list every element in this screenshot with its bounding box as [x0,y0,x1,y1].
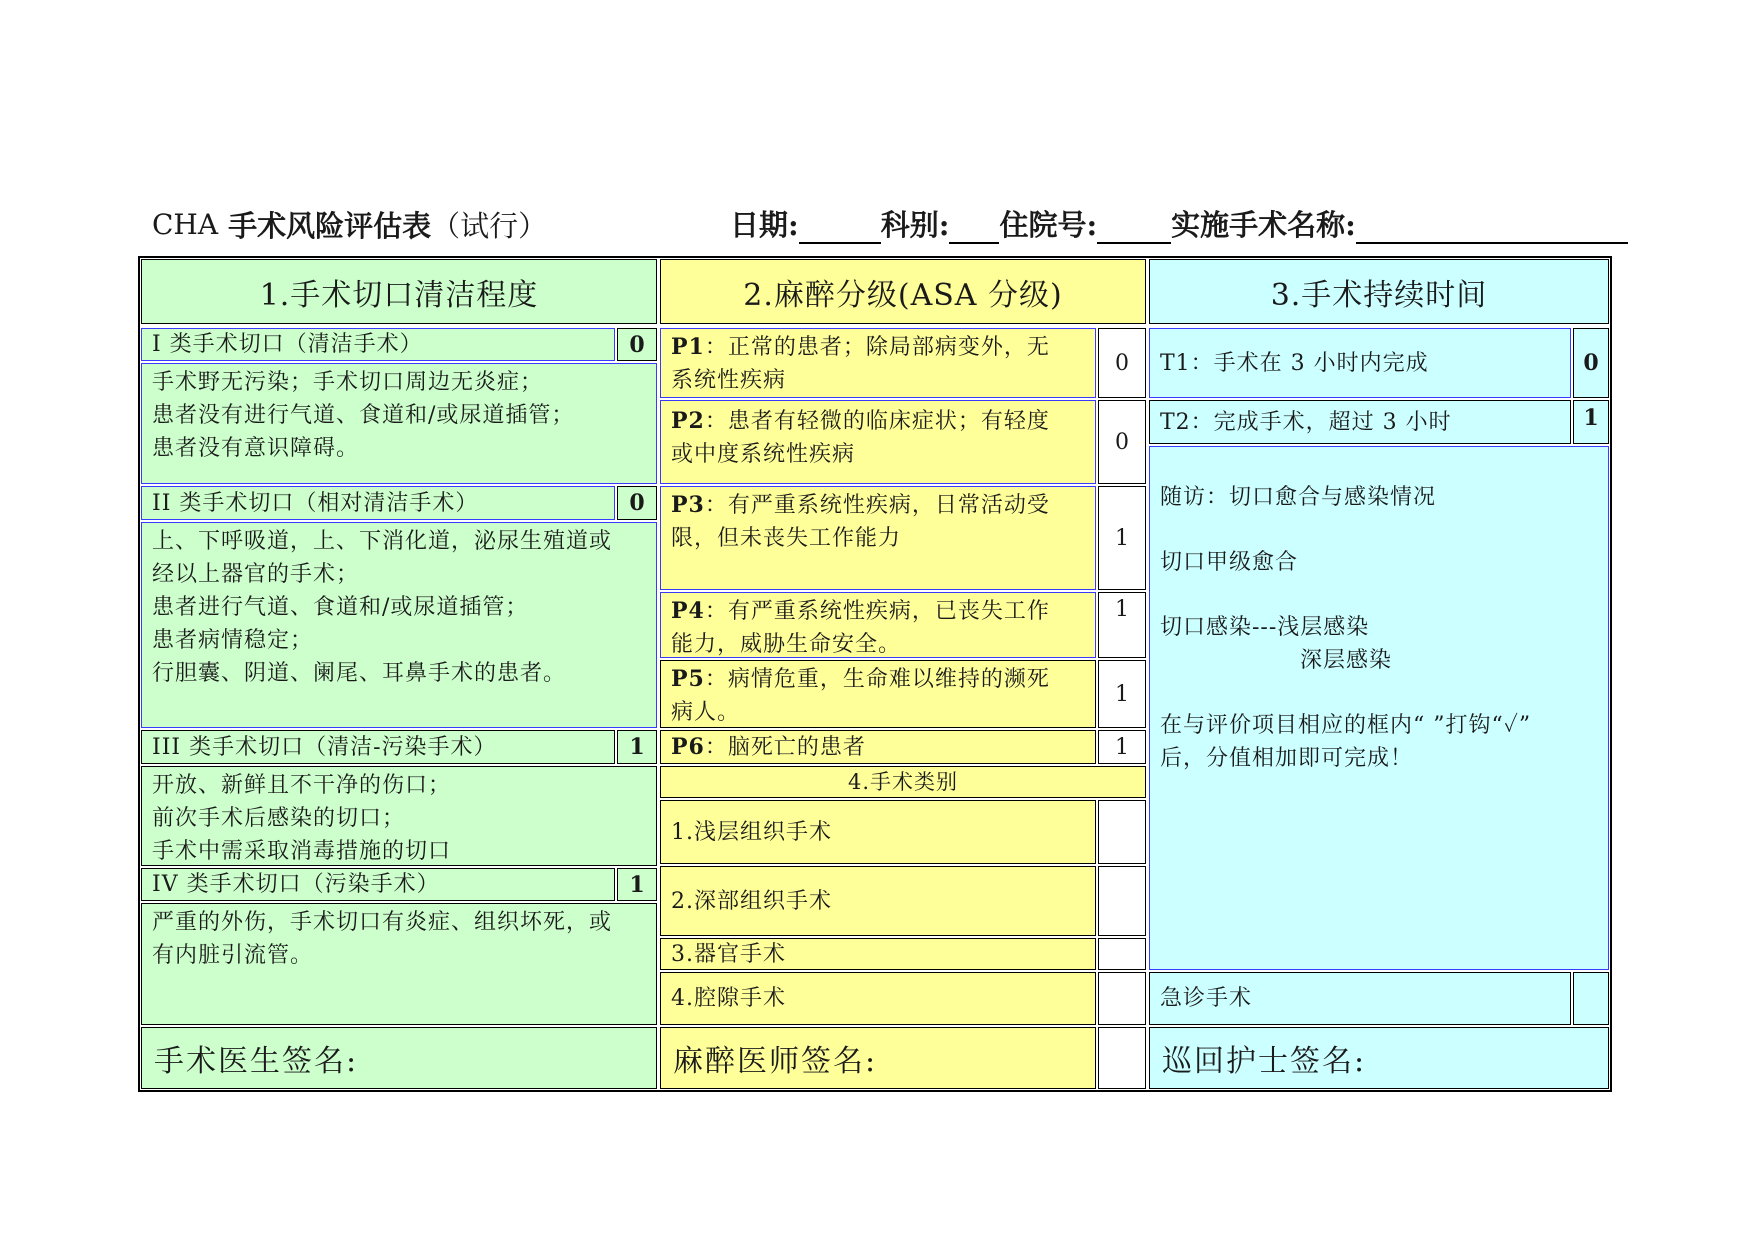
incision-i-title: I 类手术切口（清洁手术） [141,328,615,361]
asa-p2-code: P2 [671,408,705,434]
admission-no-field[interactable] [1097,214,1171,244]
incision-ii-title: II 类手术切口（相对清洁手术） [141,486,615,520]
duration-t1: T1：手术在 3 小时内完成 [1149,328,1571,398]
surgery-type-checkbox[interactable] [1098,938,1146,970]
asa-p5 [660,660,1096,728]
incision-iv-title: IV 类手术切口（污染手术） [141,868,615,901]
incision-iii-desc-line: 开放、新鲜且不干净的伤口； [152,773,452,798]
incision-iv-desc-line: 严重的外伤，手术切口有炎症、组织坏死，或 [152,910,613,935]
asa-p4 [660,592,1096,658]
incision-ii-desc-line: 患者进行气道、食道和/或尿道插管； [152,595,529,620]
incision-iii-desc-line: 手术中需采取消毒措施的切口 [152,839,452,864]
header-fields [730,204,1628,244]
asa-p2-score[interactable]: 0 [1098,400,1146,484]
followup-line: 切口甲级愈合 [1160,550,1299,575]
surgery-type-item: 3.器官手术 [660,938,1096,970]
asa-p5-score[interactable]: 1 [1098,660,1146,728]
operation-name-label: 实施手术名称: [1171,208,1356,242]
asa-p1-code: P1 [671,334,705,360]
title-prefix: CHA [152,207,219,241]
anesthetist-signature-box[interactable] [1098,1027,1146,1089]
asa-p2-text: ：患者有轻微的临床症状；有轻度 [704,409,1050,434]
asa-p6-code: P6 [671,733,705,760]
incision-ii-desc-line: 行胆囊、阴道、阑尾、耳鼻手术的患者。 [152,661,567,686]
followup-panel [1149,446,1609,970]
asa-p4-text-line: 能力，威胁生命安全。 [671,632,902,657]
followup-note: 后，分值相加即可完成！ [1160,746,1414,771]
surgery-type-item: 2.深部组织手术 [660,866,1096,936]
asa-p5-text: ：病情危重，生命难以维持的濒死 [704,667,1050,692]
surgery-type-item: 4.腔隙手术 [660,972,1096,1025]
incision-ii-desc-line: 经以上器官的手术； [152,562,360,587]
incision-ii-desc-line: 上、下呼吸道，上、下消化道，泌尿生殖道或 [152,529,613,554]
title-main: 手术风险评估表 [228,208,432,243]
asa-p3-text: ：有严重系统性疾病，日常活动受 [704,493,1050,518]
asa-p4-text: ：有严重系统性疾病，已丧失工作 [704,599,1050,624]
duration-t1-score[interactable]: 0 [1573,328,1609,398]
asa-p5-code: P5 [671,666,705,692]
incision-i-desc-line: 患者没有意识障碍。 [152,436,360,461]
asa-p1-text: ：正常的患者；除局部病变外，无 [704,335,1050,360]
anesthetist-signature[interactable]: 麻醉医师签名: [660,1027,1096,1089]
surgery-type-header: 4.手术类别 [660,766,1146,798]
followup-note: 在与评价项目相应的框内“ ”打钩“✓” [1160,713,1532,738]
nurse-signature[interactable]: 巡回护士签名: [1149,1027,1609,1089]
asa-p3-code: P3 [671,492,705,518]
incision-iii-title: III 类手术切口（清洁-污染手术） [141,730,615,764]
col3-header: 3.手术持续时间 [1149,259,1609,324]
form-title [152,204,547,244]
incision-ii-desc-line: 患者病情稳定； [152,628,314,653]
department-field[interactable] [949,214,999,244]
duration-t2-score[interactable]: 1 [1573,400,1609,444]
incision-i-desc-line: 手术野无污染；手术切口周边无炎症； [152,370,544,395]
duration-t2: T2：完成手术，超过 3 小时 [1149,400,1571,444]
followup-line: 切口感染---浅层感染 [1160,615,1370,640]
surgery-type-checkbox[interactable] [1098,800,1146,864]
department-label: 科别: [880,208,950,242]
asa-p1-text-line: 系统性疾病 [671,368,787,393]
surgeon-signature[interactable]: 手术医生签名: [141,1027,657,1089]
incision-iv-score[interactable]: 1 [617,868,657,901]
followup-line: 深层感染 [1300,648,1393,673]
asa-p6-text: ：脑死亡的患者 [704,734,866,760]
date-field[interactable] [799,214,881,244]
col2-header: 2.麻醉分级(ASA 分级) [660,259,1146,324]
asa-p2 [660,400,1096,484]
emergency-checkbox[interactable] [1573,972,1609,1025]
title-suffix: （试行） [431,208,548,243]
incision-ii-score[interactable]: 0 [617,486,657,520]
incision-iii-score[interactable]: 1 [617,730,657,764]
asa-p3-score[interactable]: 1 [1098,486,1146,590]
operation-name-field[interactable] [1356,214,1628,244]
asa-p1 [660,328,1096,398]
incision-iv-desc [141,903,657,1025]
followup-line: 随访：切口愈合与感染情况 [1160,485,1437,510]
incision-i-desc [141,363,657,484]
col1-header: 1.手术切口清洁程度 [141,259,657,324]
asa-p1-score[interactable]: 0 [1098,328,1146,398]
incision-i-score[interactable]: 0 [617,328,657,361]
asa-p5-text-line: 病人。 [671,700,741,725]
asa-p3 [660,486,1096,590]
emergency-surgery: 急诊手术 [1149,972,1571,1025]
incision-iv-desc-line: 有内脏引流管。 [152,943,314,968]
asa-p6-score[interactable]: 1 [1098,730,1146,764]
incision-iii-desc [141,766,657,866]
admission-no-label: 住院号: [999,208,1098,242]
asa-p2-text-line: 或中度系统性疾病 [671,442,856,467]
asa-p4-code: P4 [671,598,705,624]
surgery-type-checkbox[interactable] [1098,972,1146,1025]
surgery-type-checkbox[interactable] [1098,866,1146,936]
date-label: 日期: [730,208,799,242]
asa-p3-text-line: 限，但未丧失工作能力 [671,526,902,551]
incision-ii-desc [141,522,657,728]
surgery-type-item: 1.浅层组织手术 [660,800,1096,864]
incision-i-desc-line: 患者没有进行气道、食道和/或尿道插管； [152,403,575,428]
incision-iii-desc-line: 前次手术后感染的切口； [152,806,406,831]
asa-p6 [660,730,1096,764]
asa-p4-score[interactable]: 1 [1098,592,1146,658]
